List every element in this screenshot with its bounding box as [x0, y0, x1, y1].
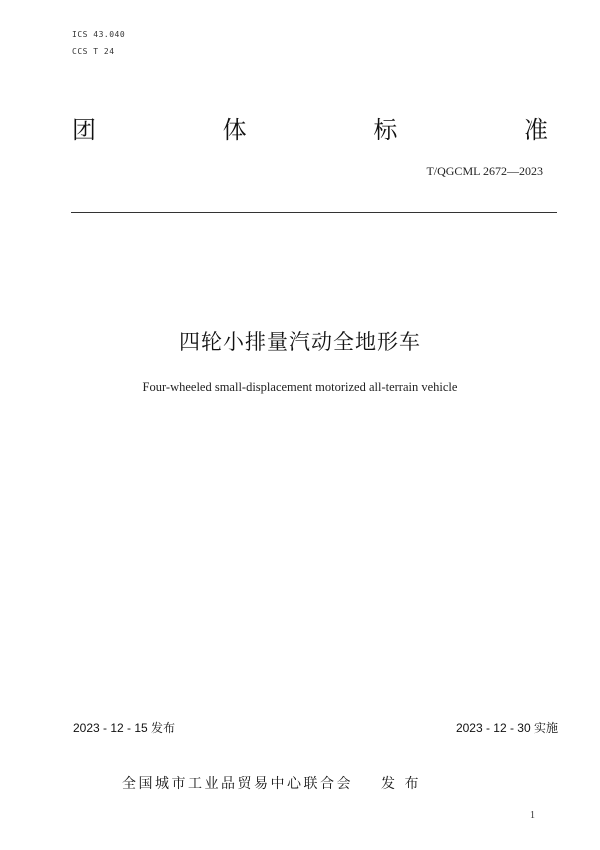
- document-type-char: 准: [523, 116, 548, 144]
- publish-date: 2023 - 12 - 15 发布: [73, 721, 176, 735]
- issuer-line: [122, 773, 421, 793]
- implement-date: 2023 - 12 - 30 实施: [455, 721, 558, 735]
- header-divider: [71, 212, 557, 213]
- ccs-code: CCS T 24: [72, 47, 115, 56]
- title-english: Four-wheeled small-displacement motorized all-terrain vehicle: [142, 380, 458, 394]
- issuer-name: 全国城市工业品贸易中心联合会: [122, 776, 353, 792]
- issuer-action: 发 布: [381, 776, 421, 792]
- document-type-char: 体: [222, 116, 247, 144]
- ics-code: ICS 43.040: [72, 30, 126, 39]
- page-number: 1: [530, 810, 535, 821]
- standard-number: T/QGCML 2672—2023: [426, 164, 543, 178]
- document-type-char: 标: [373, 116, 398, 144]
- title-chinese: 四轮小排量汽动全地形车: [179, 330, 421, 354]
- document-type-heading: [72, 116, 548, 144]
- document-type-char: 团: [72, 116, 96, 144]
